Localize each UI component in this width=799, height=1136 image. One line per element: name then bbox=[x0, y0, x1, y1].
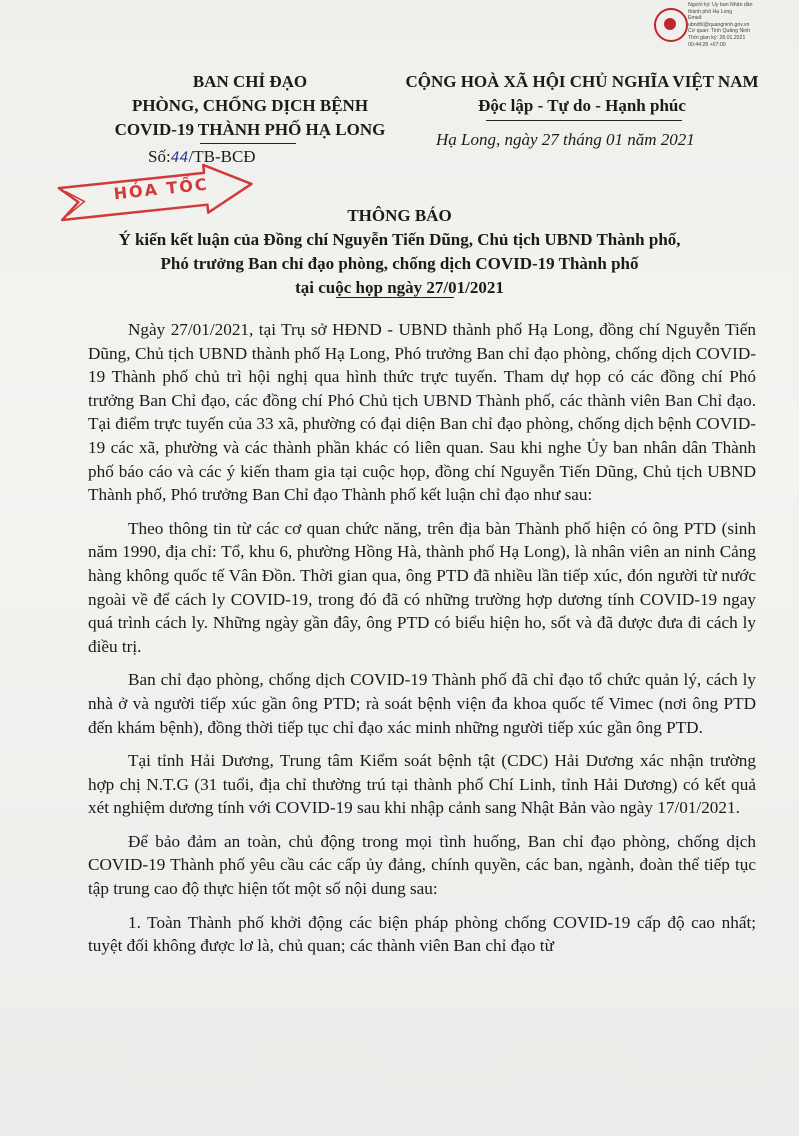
paragraph-4: Tại tỉnh Hải Dương, Trung tâm Kiểm soát bệnh tật (CDC) Hải Dương xác nhận trường hợp chị N.T.G (31 tuổi, địa chỉ thường trú tại thành phố Chí Linh, tỉnh Hải Dương) có kết quả xét nghiệm dương tính với COVID-19 sau khi nhập cảnh sang Nhật Bản vào ngày 17/01/2021. bbox=[88, 751, 756, 818]
title-underline bbox=[336, 297, 454, 298]
signature-line: 00:44:28 +07:00 bbox=[688, 41, 726, 48]
org-underline bbox=[200, 143, 296, 144]
national-motto: Độc lập - Tự do - Hạnh phúc bbox=[478, 96, 686, 115]
national-heading bbox=[382, 70, 782, 118]
paragraph-2: Theo thông tin từ các cơ quan chức năng, trên địa bàn Thành phố hiện có ông PTD (sinh năm 1990, địa chỉ: Tổ, khu 6, phường Hồng Hà, thành phố Hạ Long), là nhân viên an ninh Cảng hàng không quốc tế Vân Đồn. Thời gian qua, ông PTD đã nhiều lần tiếp xúc, đón người từ nước ngoài về để cách ly COVID-19, trong đó đã có những trường hợp dương tính COVID-19 ngay quá trình cách ly. Những ngày gần đây, ông PTD có biểu hiện ho, sốt và đã được đưa đi cách ly điều trị. bbox=[88, 518, 756, 656]
paragraph-1: Ngày 27/01/2021, tại Trụ sở HĐND - UBND thành phố Hạ Long, đồng chí Nguyễn Tiến Dũng, Chủ tịch UBND thành phố Hạ Long, Phó trưởng Ban chỉ đạo phòng, chống dịch COVID-19 Thành phố chủ trì hội nghị qua hình thức trực tuyến. Tham dự họp có các đồng chí Phó trưởng Ban Chỉ đạo, các đồng chí Phó Chủ tịch UBND Thành phố, các thành viên Ban Chỉ đạo. Tại điểm trực tuyến của 33 xã, phường có đại diện Ban chỉ đạo phòng, chống dịch bệnh COVID-19 các xã, phường và các thành phần khác có liên quan. Sau khi nghe Ủy ban nhân dân Thành phố báo cáo và các ý kiến tham gia tại cuộc họp, đồng chí Nguyễn Tiến Dũng, Chủ tịch UBND Thành phố, Phó trưởng Ban Chỉ đạo Thành phố kết luận chỉ đạo như sau: bbox=[88, 320, 756, 505]
title-line-2: Phó trưởng Ban chỉ đạo phòng, chống dịch COVID-19 Thành phố bbox=[160, 254, 639, 273]
stamp-text: HỎA TỐC bbox=[112, 174, 210, 204]
org-line-1: BAN CHỈ ĐẠO bbox=[192, 72, 308, 91]
doc-number-suffix: /TB-BCĐ bbox=[188, 147, 256, 166]
paragraph-3: Ban chỉ đạo phòng, chống dịch COVID-19 Thành phố đã chỉ đạo tổ chức quản lý, cách ly nhà ở và người tiếp xúc gần ông PTD; rà soát bệnh viện đa khoa quốc tế Vimec (nơi ông PTD đến khám bệnh), đồng thời tiếp tục chỉ đạo xác minh những người tiếp xúc gần ông PTD. bbox=[88, 670, 756, 737]
signature-line: Thời gian ký: 28.01.2021 bbox=[688, 34, 746, 41]
signature-line: Người ký: Ủy ban Nhân dân bbox=[688, 2, 753, 8]
doc-number-handwritten: 44 bbox=[170, 150, 189, 166]
seal-icon bbox=[654, 8, 688, 42]
signature-line: thành phố Hạ Long bbox=[688, 8, 733, 15]
title-line-1: Ý kiến kết luận của Đồng chí Nguyễn Tiến Dũng, Chủ tịch UBND Thành phố, bbox=[118, 230, 681, 249]
motto-underline bbox=[486, 120, 682, 121]
digital-signature-box bbox=[652, 2, 798, 64]
org-line-2: PHÒNG, CHỐNG DỊCH BỆNH bbox=[131, 96, 369, 115]
signature-line: Cơ quan: Tỉnh Quảng Ninh bbox=[688, 28, 751, 35]
issuing-organization bbox=[100, 70, 400, 142]
signature-details bbox=[688, 2, 798, 48]
signature-line: ubndhl@quangninh.gov.vn bbox=[688, 21, 750, 28]
signature-line: Email: bbox=[688, 15, 703, 22]
doc-number-prefix: Số: bbox=[148, 147, 171, 166]
paragraph-6: 1. Toàn Thành phố khởi động các biện pháp phòng chống COVID-19 cấp độ cao nhất; tuyệt đối không được lơ là, chủ quan; các thành viên Ban chỉ đạo từ bbox=[88, 912, 756, 956]
document-title: THÔNG BÁO bbox=[347, 206, 452, 225]
org-line-3: COVID-19 THÀNH PHỐ HẠ LONG bbox=[114, 120, 386, 139]
paragraph-5: Để bảo đảm an toàn, chủ động trong mọi tình huống, Ban chỉ đạo phòng, chống dịch COVID-19 Thành phố yêu cầu các cấp ủy đảng, chính quyền, các ban, ngành, đoàn thể tiếp tục tập trung cao độ thực hiện tốt một số nội dung sau: bbox=[88, 831, 756, 899]
nation-name: CỘNG HOÀ XÃ HỘI CHỦ NGHĨA VIỆT NAM bbox=[405, 72, 759, 91]
title-line-3: tại cuộc họp ngày 27/01/2021 bbox=[295, 278, 504, 297]
document-date: Hạ Long, ngày 27 tháng 01 năm 2021 bbox=[436, 130, 695, 149]
document-body bbox=[88, 318, 756, 958]
